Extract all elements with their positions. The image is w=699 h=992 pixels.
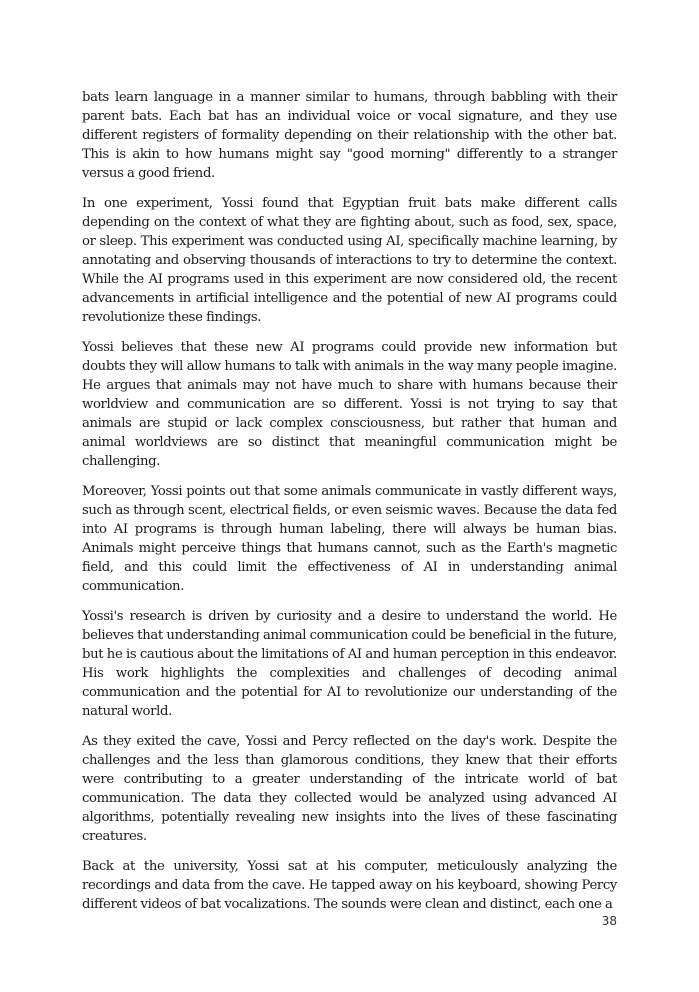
paragraph-bat-babbling: bats learn language in a manner similar to humans, through babbling with their parent bats. Each bat has an individual voice or vocal signature, and they use different registers of formality depending on their relationship with the other bat. This is akin to how humans might say "good morning" differently to a stranger versus a good friend. xyxy=(82,90,617,181)
paragraph-human-bias: Moreover, Yossi points out that some animals communicate in vastly different ways, such as through scent, electrical fields, or even seismic waves. Because the data fed into AI programs is through human labeling, there will always be human bias. Animals might perceive things that humans cannot, such as the Earth's magnetic field, and this could limit the effectiveness of AI in understanding animal communication. xyxy=(82,484,617,594)
paragraph-exiting-cave: As they exited the cave, Yossi and Percy reflected on the day's work. Despite the challenges and the less than glamorous conditions, they knew that their efforts were contributing to a greater understanding of the intricate world of bat communication. The data they collected would be analyzed using advanced AI algorithms, potentially revealing new insights into the lives of these fascinating creatures. xyxy=(82,734,617,844)
document-page-body xyxy=(82,88,617,925)
paragraph-fruit-bat-experiment: In one experiment, Yossi found that Egyptian fruit bats make different calls depending on the context of what they are fighting about, such as food, sex, space, or sleep. This experiment was conducted using AI, specifically machine learning, by annotating and observing thousands of interactions to try to determine the context. While the AI programs used in this experiment are now considered old, the recent advancements in artificial intelligence and the potential of new AI programs could revolutionize these findings. xyxy=(82,196,617,325)
paragraph-research-curiosity: Yossi's research is driven by curiosity and a desire to understand the world. He believes that understanding animal communication could be beneficial in the future, but he is cautious about the limitations of AI and human perception in this endeavor. His work highlights the complexities and challenges of decoding animal communication and the potential for AI to revolutionize our understanding of the natural world. xyxy=(82,609,617,719)
paragraph-back-at-university: Back at the university, Yossi sat at his computer, meticulously analyzing the recordings and data from the cave. He tapped away on his keyboard, showing Percy different videos of bat vocalizations. The sounds were clean and distinct, each one a xyxy=(82,859,617,912)
paragraph-ai-doubts: Yossi believes that these new AI programs could provide new information but doubts they will allow humans to talk with animals in the way many people imagine. He argues that animals may not have much to share with humans because their worldview and communication are so different. Yossi is not trying to say that animals are stupid or lack complex consciousness, but rather that human and animal worldviews are so distinct that meaningful communication might be challenging. xyxy=(82,340,617,469)
page-number: 38 xyxy=(601,914,617,928)
